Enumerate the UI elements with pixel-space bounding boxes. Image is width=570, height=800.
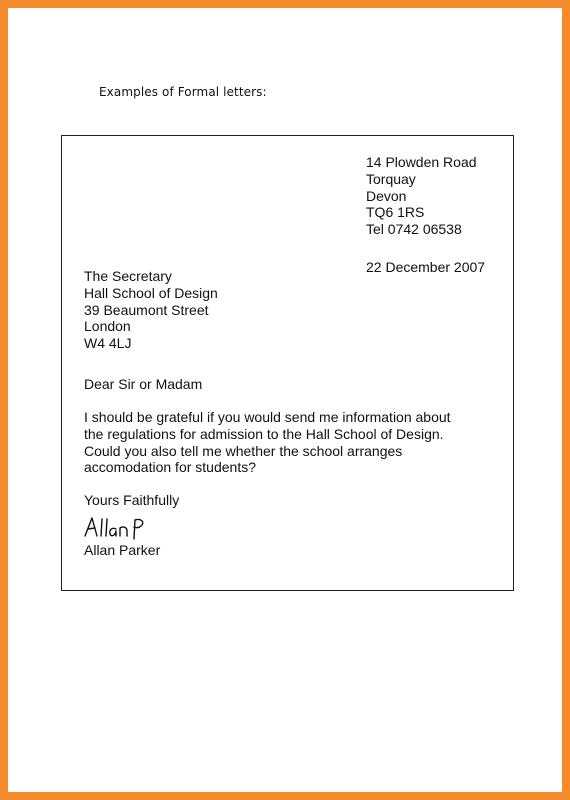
closing: [84, 492, 179, 509]
recipient-address-line: 39 Beaumont Street: [84, 301, 209, 318]
handwritten-signature: [82, 509, 162, 543]
letter-box: [61, 135, 514, 591]
body-line: Could you also tell me whether the school arranges: [84, 442, 403, 459]
signer-name-text: Allan Parker: [84, 542, 161, 558]
body-line: accomodation for students?: [84, 459, 256, 476]
salutation-text: Dear Sir or Madam: [84, 376, 203, 392]
recipient-address-line: W4 4LJ: [84, 335, 132, 352]
letter-date-text: 22 December 2007: [366, 259, 486, 275]
sender-address-line: Torquay: [366, 170, 416, 187]
sender-address-line: TQ6 1RS: [366, 204, 425, 221]
letter-date: [366, 259, 485, 276]
recipient-address-line: London: [84, 318, 131, 335]
letter-body: [84, 409, 451, 476]
salutation: [84, 376, 202, 393]
recipient-address-line: The Secretary: [84, 268, 172, 284]
recipient-address-line: Hall School of Design: [84, 284, 218, 301]
page-heading: Examples of Formal letters:: [99, 85, 267, 99]
sender-address-line: 14 Plowden Road: [366, 154, 477, 170]
sender-address: [366, 154, 477, 238]
sender-address-line: Devon: [366, 187, 407, 204]
closing-text: Yours Faithfully: [84, 492, 180, 508]
body-line: I should be grateful if you would send me information about: [84, 409, 451, 425]
recipient-address: [84, 268, 218, 352]
signer-name: [84, 542, 160, 559]
body-line: the regulations for admission to the Hall School of Design.: [84, 425, 444, 442]
sender-phone: Tel 0742 06538: [366, 221, 462, 238]
